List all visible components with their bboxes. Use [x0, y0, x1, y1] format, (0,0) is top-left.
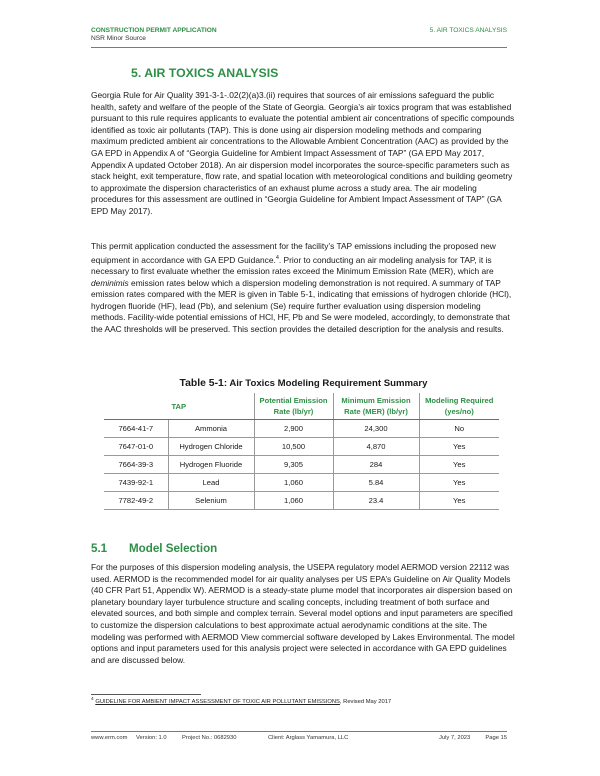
tap-summary-table — [104, 393, 499, 510]
cas-number: 7782-49-2 — [104, 492, 168, 510]
cas-number: 7439-92-1 — [104, 474, 168, 492]
modeling-required: Yes — [419, 492, 499, 510]
potential-emission-rate: 2,900 — [254, 420, 333, 438]
footer-project: Project No.: 0682930 — [182, 735, 237, 741]
header-section: 5. AIR TOXICS ANALYSIS — [429, 27, 507, 34]
column-header-tap: TAP — [104, 393, 254, 420]
footnote-text: , Revised May 2017 — [339, 698, 392, 705]
table-row — [104, 474, 499, 492]
table-row — [104, 420, 499, 438]
subsection-number: 5.1 — [91, 542, 108, 555]
subsection-title: Model Selection — [129, 542, 218, 555]
footnote-divider — [91, 694, 201, 695]
potential-emission-rate: 9,305 — [254, 456, 333, 474]
modeling-required: Yes — [419, 438, 499, 456]
table-header-row — [104, 393, 499, 420]
footnote — [91, 697, 391, 705]
table-row — [104, 456, 499, 474]
footnote-link[interactable]: GUIDELINE FOR AMBIENT IMPACT ASSESSMENT OF TOXIC AIR POLLUTANT EMISSIONS — [95, 698, 340, 705]
pollutant-name: Hydrogen Fluoride — [168, 456, 254, 474]
paragraph-text: This permit application conducted the assessment for the facility’s TAP emissions including the proposed new equipment in accordance with GA EPD Guidance. — [91, 241, 496, 265]
footer-website[interactable]: www.erm.com — [91, 735, 128, 741]
footnote-mark: 4 — [91, 697, 94, 702]
column-header-potential-emission-rate: Potential Emission Rate (lb/yr) — [254, 393, 333, 420]
modeling-required: No — [419, 420, 499, 438]
potential-emission-rate: 1,060 — [254, 492, 333, 510]
section-heading: 5. AIR TOXICS ANALYSIS — [131, 66, 279, 80]
footer-client: Client: Arglass Yamamura, LLC — [268, 735, 349, 741]
pollutant-name: Ammonia — [168, 420, 254, 438]
paragraph-text: emission rates below which a dispersion modeling demonstration is not required. A summary of TAP emission rates compared with the MER is given in Table 5-1, indicating that emissions of hydrogen chloride (HCl), hydrogen fluoride (HF), lead (Pb), and selenium (Se) require further evaluation using dispersion modeling methods. Facility-wide potential emissions of HCl, HF, Pb and Se were modeled, accordingly, to demonstrate that the AAC thresholds will be preserved. This section provides the detailed description for the analysis and results. — [91, 277, 512, 334]
table-caption-title: : Air Toxics Modeling Requirement Summary — [223, 378, 428, 389]
subsection-heading — [91, 542, 217, 555]
footer-page-number: Page 15 — [485, 735, 507, 741]
italic-term: deminimis — [91, 277, 129, 288]
paragraph-model-selection: For the purposes of this dispersion modeling analysis, the USEPA regulatory model AERMOD version 22112 was used. AERMOD is the recommended model for air quality analyses per US EPA’s Guideline on Air Quality Models (40 CFR Part 51, Appendix W). AERMOD is a steady-state plume model that incorporates air dispersion based on planetary boundary layer turbulence structure and scaling concepts, including treatment of both surface and elevated sources, and both simple and complex terrain. Several model options and input parameters are specified to customize the dispersion calculations to best approximate actual aerodynamic conditions at the site. The modeling was performed with AERMOD View commercial software developed by Lakes Environmental. The model options and input parameters used for this analysis project were selected in accordance with GA EPD guidelines and are discussed below. — [91, 562, 515, 665]
cas-number: 7664-41-7 — [104, 420, 168, 438]
pollutant-name: Lead — [168, 474, 254, 492]
paragraph-intro: Georgia Rule for Air Quality 391-3-1-.02(2)(a)3.(ii) requires that sources of air emissions safeguard the public health, safety and welfare of the people of the State of Georgia. Georgia’s air toxics program that was established pursuant to this rule requires applicants to evaluate the potential ambient air concentrations of specific compounds identified as toxic air pollutants (TAP). This is done using air dispersion modeling methods and comparing maximum predicted ambient air concentrations to the Allowable Ambient Concentration (AAC) as provided by the GA EPD in Appendix A of “Georgia Guideline for Ambient Impact Assessment of TAP” (GA EPD May 2017, Appendix A updated October 2018). An air dispersion model incorporates the source-specific parameters such as stack height, exit temperature, flow rate, and spatial location with meteorological conditions and building geometry to approximate the dispersion characteristics of an exhaust plume across a study area. The air modeling procedures for this assessment are outlined in “Georgia Guideline for Ambient Impact Assessment of TAP” (GA EPD May 2017). — [91, 90, 515, 216]
footer-date: July 7, 2023 — [439, 735, 471, 741]
mer-value: 24,300 — [333, 420, 419, 438]
mer-value: 5.84 — [333, 474, 419, 492]
modeling-required: Yes — [419, 456, 499, 474]
paragraph-text: . Prior to conducting an air modeling analysis for TAP, it is necessary to first evaluate whether the emission rates exceed the Minimum Emission Rate (MER), which are — [91, 254, 494, 276]
pollutant-name: Hydrogen Chloride — [168, 438, 254, 456]
pollutant-name: Selenium — [168, 492, 254, 510]
mer-value: 284 — [333, 456, 419, 474]
cas-number: 7647-01-0 — [104, 438, 168, 456]
footnote-reference[interactable]: 4 — [275, 254, 279, 261]
column-header-modeling-required: Modeling Required (yes/no) — [419, 393, 499, 420]
table-caption — [91, 378, 516, 389]
page-header — [91, 27, 217, 43]
header-divider — [91, 47, 507, 48]
table-row — [104, 492, 499, 510]
page-footer — [91, 735, 507, 741]
mer-value: 4,870 — [333, 438, 419, 456]
footer-divider — [91, 731, 507, 732]
table-row — [104, 438, 499, 456]
paragraph-assessment — [91, 241, 516, 336]
header-subtitle: NSR Minor Source — [91, 35, 146, 42]
table-caption-number: Table 5-1 — [179, 378, 224, 389]
column-header-mer: Minimum Emission Rate (MER) (lb/yr) — [333, 393, 419, 420]
potential-emission-rate: 1,060 — [254, 474, 333, 492]
header-title: CONSTRUCTION PERMIT APPLICATION — [91, 27, 217, 34]
mer-value: 23.4 — [333, 492, 419, 510]
footer-version: Version: 1.0 — [136, 735, 167, 741]
potential-emission-rate: 10,500 — [254, 438, 333, 456]
cas-number: 7664-39-3 — [104, 456, 168, 474]
modeling-required: Yes — [419, 474, 499, 492]
